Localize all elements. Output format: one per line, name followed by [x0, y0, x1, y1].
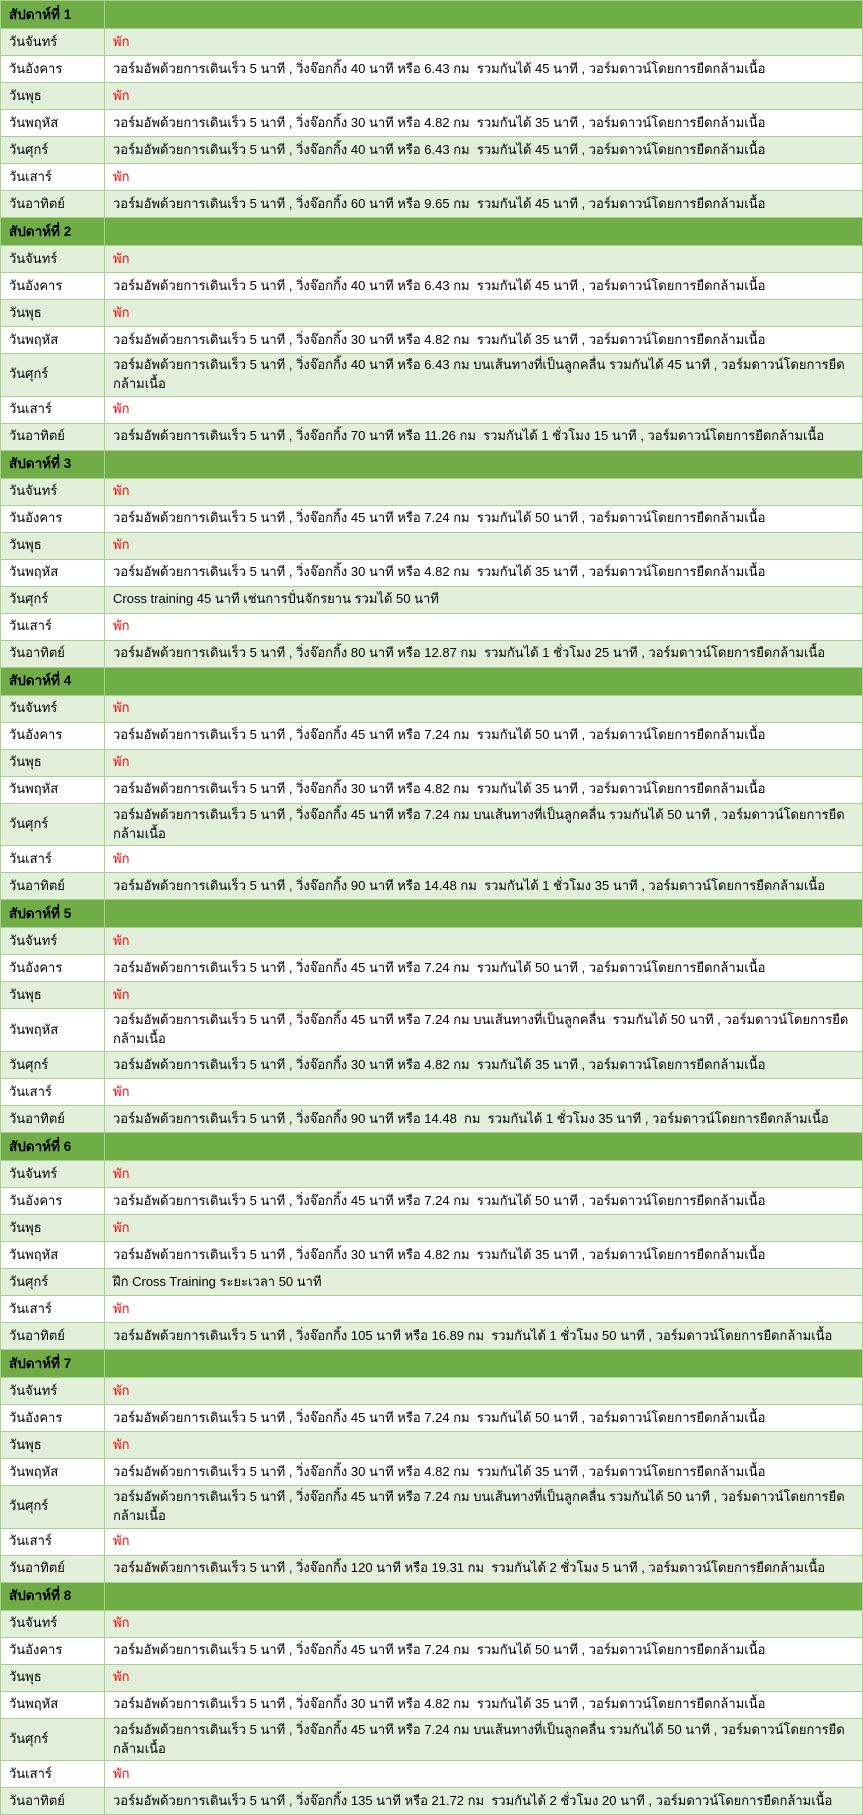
rest-label: พัก: [105, 1610, 863, 1637]
day-row: [1, 928, 863, 955]
week-title: สัปดาห์ที่ 5: [1, 900, 105, 928]
day-row: [1, 246, 863, 273]
activity-text: วอร์มอัพด้วยการเดินเร็ว 5 นาที , วิ่งจ๊อกกิ้ง 120 นาที หรือ 19.31 กม รวมกันได้ 2 ชั่วโมง 5 นาที , วอร์มดาวน์โดยการยืดกล้ามเนื้อ: [105, 1555, 863, 1582]
activity-text: วอร์มอัพด้วยการเดินเร็ว 5 นาที , วิ่งจ๊อกกิ้ง 45 นาที หรือ 7.24 กม รวมกันได้ 50 นาที , วอร์มดาวน์โดยการยืดกล้ามเนื้อ: [105, 722, 863, 749]
day-row: [1, 873, 863, 900]
day-name: วันอาทิตย์: [1, 423, 105, 450]
rest-label: พัก: [105, 532, 863, 559]
rest-label: พัก: [105, 1761, 863, 1788]
day-name: วันอาทิตย์: [1, 1106, 105, 1133]
day-name: วันเสาร์: [1, 164, 105, 191]
day-row: [1, 1215, 863, 1242]
activity-text: วอร์มอัพด้วยการเดินเร็ว 5 นาที , วิ่งจ๊อกกิ้ง 135 นาที หรือ 21.72 กม รวมกันได้ 2 ชั่วโมง 20 นาที , วอร์มดาวน์โดยการยืดกล้ามเนื้อ: [105, 1788, 863, 1815]
activity-text: วอร์มอัพด้วยการเดินเร็ว 5 นาที , วิ่งจ๊อกกิ้ง 30 นาที หรือ 4.82 กม รวมกันได้ 35 นาที , วอร์มดาวน์โดยการยืดกล้ามเนื้อ: [105, 1691, 863, 1718]
rest-label: พัก: [105, 300, 863, 327]
week-header-spacer: [105, 667, 863, 695]
day-name: วันเสาร์: [1, 613, 105, 640]
day-row: [1, 164, 863, 191]
day-row: [1, 137, 863, 164]
week-header-row: [1, 900, 863, 928]
activity-text: วอร์มอัพด้วยการเดินเร็ว 5 นาที , วิ่งจ๊อกกิ้ง 40 นาที หรือ 6.43 กม บนเส้นทางที่เป็นลูกคลื่น รวมกันได้ 45 นาที , วอร์มดาวน์โดยการยืดกล้ามเนื้อ: [105, 354, 863, 397]
day-name: วันพฤหัส: [1, 559, 105, 586]
activity-text: วอร์มอัพด้วยการเดินเร็ว 5 นาที , วิ่งจ๊อกกิ้ง 80 นาที หรือ 12.87 กม รวมกันได้ 1 ชั่วโมง 25 นาที , วอร์มดาวน์โดยการยืดกล้ามเนื้อ: [105, 640, 863, 667]
day-row: [1, 1528, 863, 1555]
day-row: [1, 1718, 863, 1761]
day-row: [1, 1378, 863, 1405]
day-name: วันพฤหัส: [1, 776, 105, 803]
day-name: วันพุธ: [1, 1432, 105, 1459]
day-name: วันพุธ: [1, 982, 105, 1009]
day-row: [1, 776, 863, 803]
day-name: วันศุกร์: [1, 354, 105, 397]
activity-text: วอร์มอัพด้วยการเดินเร็ว 5 นาที , วิ่งจ๊อกกิ้ง 45 นาที หรือ 7.24 กม รวมกันได้ 50 นาที , วอร์มดาวน์โดยการยืดกล้ามเนื้อ: [105, 505, 863, 532]
day-row: [1, 1432, 863, 1459]
day-row: [1, 1296, 863, 1323]
rest-label: พัก: [105, 695, 863, 722]
day-name: วันจันทร์: [1, 29, 105, 56]
week-header-spacer: [105, 1582, 863, 1610]
week-header-row: [1, 667, 863, 695]
day-row: [1, 1637, 863, 1664]
day-name: วันศุกร์: [1, 803, 105, 846]
rest-label: พัก: [105, 29, 863, 56]
day-name: วันเสาร์: [1, 1761, 105, 1788]
day-row: [1, 1009, 863, 1052]
activity-text: วอร์มอัพด้วยการเดินเร็ว 5 นาที , วิ่งจ๊อกกิ้ง 45 นาที หรือ 7.24 กม บนเส้นทางที่เป็นลูกคลื่น รวมกันได้ 50 นาที , วอร์มดาวน์โดยการยืดกล้ามเนื้อ: [105, 803, 863, 846]
rest-label: พัก: [105, 1432, 863, 1459]
day-name: วันอาทิตย์: [1, 873, 105, 900]
day-name: วันอังคาร: [1, 1637, 105, 1664]
week-header-row: [1, 1, 863, 29]
rest-label: พัก: [105, 164, 863, 191]
day-name: วันพุธ: [1, 1664, 105, 1691]
day-row: [1, 29, 863, 56]
activity-text: วอร์มอัพด้วยการเดินเร็ว 5 นาที , วิ่งจ๊อกกิ้ง 60 นาที หรือ 9.65 กม รวมกันได้ 45 นาที , วอร์มดาวน์โดยการยืดกล้ามเนื้อ: [105, 191, 863, 218]
day-row: [1, 273, 863, 300]
day-name: วันอาทิตย์: [1, 1788, 105, 1815]
day-row: [1, 803, 863, 846]
day-row: [1, 586, 863, 613]
day-name: วันพฤหัส: [1, 327, 105, 354]
activity-text: วอร์มอัพด้วยการเดินเร็ว 5 นาที , วิ่งจ๊อกกิ้ง 45 นาที หรือ 7.24 กม บนเส้นทางที่เป็นลูกคลื่น รวมกันได้ 50 นาที , วอร์มดาวน์โดยการยืดกล้ามเนื้อ: [105, 1009, 863, 1052]
week-title: สัปดาห์ที่ 3: [1, 450, 105, 478]
activity-text: วอร์มอัพด้วยการเดินเร็ว 5 นาที , วิ่งจ๊อกกิ้ง 30 นาที หรือ 4.82 กม รวมกันได้ 35 นาที , วอร์มดาวน์โดยการยืดกล้ามเนื้อ: [105, 110, 863, 137]
week-header-spacer: [105, 1350, 863, 1378]
day-row: [1, 354, 863, 397]
day-row: [1, 532, 863, 559]
rest-label: พัก: [105, 396, 863, 423]
day-row: [1, 1664, 863, 1691]
day-name: วันจันทร์: [1, 928, 105, 955]
day-row: [1, 559, 863, 586]
rest-label: พัก: [105, 1161, 863, 1188]
day-name: วันจันทร์: [1, 1161, 105, 1188]
day-row: [1, 1079, 863, 1106]
day-name: วันเสาร์: [1, 1079, 105, 1106]
day-name: วันศุกร์: [1, 1486, 105, 1529]
day-name: วันอังคาร: [1, 1188, 105, 1215]
rest-label: พัก: [105, 1664, 863, 1691]
day-row: [1, 1459, 863, 1486]
day-name: วันอาทิตย์: [1, 1555, 105, 1582]
day-row: [1, 1161, 863, 1188]
day-name: วันเสาร์: [1, 1528, 105, 1555]
day-row: [1, 1188, 863, 1215]
day-name: วันจันทร์: [1, 1378, 105, 1405]
day-name: วันจันทร์: [1, 1610, 105, 1637]
day-name: วันอาทิตย์: [1, 1323, 105, 1350]
week-header-row: [1, 218, 863, 246]
day-row: [1, 1106, 863, 1133]
day-row: [1, 56, 863, 83]
activity-text: วอร์มอัพด้วยการเดินเร็ว 5 นาที , วิ่งจ๊อกกิ้ง 30 นาที หรือ 4.82 กม รวมกันได้ 35 นาที , วอร์มดาวน์โดยการยืดกล้ามเนื้อ: [105, 327, 863, 354]
day-name: วันเสาร์: [1, 1296, 105, 1323]
rest-label: พัก: [105, 613, 863, 640]
week-header-spacer: [105, 218, 863, 246]
week-title: สัปดาห์ที่ 7: [1, 1350, 105, 1378]
rest-label: พัก: [105, 1296, 863, 1323]
day-name: วันพุธ: [1, 532, 105, 559]
activity-text: วอร์มอัพด้วยการเดินเร็ว 5 นาที , วิ่งจ๊อกกิ้ง 90 นาที หรือ 14.48 กม รวมกันได้ 1 ชั่วโมง 35 นาที , วอร์มดาวน์โดยการยืดกล้ามเนื้อ: [105, 1106, 863, 1133]
day-name: วันอังคาร: [1, 955, 105, 982]
week-title: สัปดาห์ที่ 4: [1, 667, 105, 695]
day-row: [1, 1555, 863, 1582]
rest-label: พัก: [105, 1528, 863, 1555]
week-title: สัปดาห์ที่ 2: [1, 218, 105, 246]
week-header-row: [1, 450, 863, 478]
day-row: [1, 83, 863, 110]
rest-label: พัก: [105, 478, 863, 505]
day-row: [1, 846, 863, 873]
day-name: วันอังคาร: [1, 1405, 105, 1432]
rest-label: พัก: [105, 1378, 863, 1405]
activity-text: วอร์มอัพด้วยการเดินเร็ว 5 นาที , วิ่งจ๊อกกิ้ง 70 นาที หรือ 11.26 กม รวมกันได้ 1 ชั่วโมง 15 นาที , วอร์มดาวน์โดยการยืดกล้ามเนื้อ: [105, 423, 863, 450]
day-name: วันจันทร์: [1, 478, 105, 505]
day-name: วันอังคาร: [1, 722, 105, 749]
day-name: วันพุธ: [1, 749, 105, 776]
day-name: วันพฤหัส: [1, 110, 105, 137]
activity-text: วอร์มอัพด้วยการเดินเร็ว 5 นาที , วิ่งจ๊อกกิ้ง 45 นาที หรือ 7.24 กม บนเส้นทางที่เป็นลูกคลื่น รวมกันได้ 50 นาที , วอร์มดาวน์โดยการยืดกล้ามเนื้อ: [105, 1718, 863, 1761]
day-row: [1, 695, 863, 722]
week-title: สัปดาห์ที่ 1: [1, 1, 105, 29]
day-name: วันพฤหัส: [1, 1691, 105, 1718]
rest-label: พัก: [105, 846, 863, 873]
day-name: วันอังคาร: [1, 273, 105, 300]
day-name: วันศุกร์: [1, 1718, 105, 1761]
activity-text: วอร์มอัพด้วยการเดินเร็ว 5 นาที , วิ่งจ๊อกกิ้ง 40 นาที หรือ 6.43 กม รวมกันได้ 45 นาที , วอร์มดาวน์โดยการยืดกล้ามเนื้อ: [105, 137, 863, 164]
activity-text: วอร์มอัพด้วยการเดินเร็ว 5 นาที , วิ่งจ๊อกกิ้ง 45 นาที หรือ 7.24 กม รวมกันได้ 50 นาที , วอร์มดาวน์โดยการยืดกล้ามเนื้อ: [105, 1637, 863, 1664]
day-name: วันพุธ: [1, 300, 105, 327]
activity-text: วอร์มอัพด้วยการเดินเร็ว 5 นาที , วิ่งจ๊อกกิ้ง 90 นาที หรือ 14.48 กม รวมกันได้ 1 ชั่วโมง 35 นาที , วอร์มดาวน์โดยการยืดกล้ามเนื้อ: [105, 873, 863, 900]
week-title: สัปดาห์ที่ 6: [1, 1133, 105, 1161]
activity-text: วอร์มอัพด้วยการเดินเร็ว 5 นาที , วิ่งจ๊อกกิ้ง 30 นาที หรือ 4.82 กม รวมกันได้ 35 นาที , วอร์มดาวน์โดยการยืดกล้ามเนื้อ: [105, 1052, 863, 1079]
activity-text: วอร์มอัพด้วยการเดินเร็ว 5 นาที , วิ่งจ๊อกกิ้ง 40 นาที หรือ 6.43 กม รวมกันได้ 45 นาที , วอร์มดาวน์โดยการยืดกล้ามเนื้อ: [105, 56, 863, 83]
week-header-spacer: [105, 1133, 863, 1161]
day-row: [1, 1405, 863, 1432]
day-name: วันจันทร์: [1, 695, 105, 722]
day-row: [1, 1052, 863, 1079]
week-title: สัปดาห์ที่ 8: [1, 1582, 105, 1610]
day-name: วันพุธ: [1, 1215, 105, 1242]
activity-text: วอร์มอัพด้วยการเดินเร็ว 5 นาที , วิ่งจ๊อกกิ้ง 45 นาที หรือ 7.24 กม รวมกันได้ 50 นาที , วอร์มดาวน์โดยการยืดกล้ามเนื้อ: [105, 1188, 863, 1215]
day-row: [1, 505, 863, 532]
activity-text: วอร์มอัพด้วยการเดินเร็ว 5 นาที , วิ่งจ๊อกกิ้ง 30 นาที หรือ 4.82 กม รวมกันได้ 35 นาที , วอร์มดาวน์โดยการยืดกล้ามเนื้อ: [105, 776, 863, 803]
week-header-row: [1, 1133, 863, 1161]
day-row: [1, 191, 863, 218]
day-row: [1, 613, 863, 640]
activity-text: วอร์มอัพด้วยการเดินเร็ว 5 นาที , วิ่งจ๊อกกิ้ง 105 นาที หรือ 16.89 กม รวมกันได้ 1 ชั่วโมง 50 นาที , วอร์มดาวน์โดยการยืดกล้ามเนื้อ: [105, 1323, 863, 1350]
day-row: [1, 982, 863, 1009]
day-name: วันเสาร์: [1, 846, 105, 873]
rest-label: พัก: [105, 1215, 863, 1242]
day-row: [1, 955, 863, 982]
day-row: [1, 1323, 863, 1350]
day-row: [1, 396, 863, 423]
day-name: วันพฤหัส: [1, 1459, 105, 1486]
day-row: [1, 327, 863, 354]
rest-label: พัก: [105, 749, 863, 776]
day-row: [1, 478, 863, 505]
day-row: [1, 1691, 863, 1718]
rest-label: พัก: [105, 982, 863, 1009]
activity-text: วอร์มอัพด้วยการเดินเร็ว 5 นาที , วิ่งจ๊อกกิ้ง 45 นาที หรือ 7.24 กม บนเส้นทางที่เป็นลูกคลื่น รวมกันได้ 50 นาที , วอร์มดาวน์โดยการยืดกล้ามเนื้อ: [105, 1486, 863, 1529]
day-name: วันอาทิตย์: [1, 640, 105, 667]
day-row: [1, 110, 863, 137]
day-name: วันเสาร์: [1, 396, 105, 423]
day-row: [1, 1486, 863, 1529]
activity-text: วอร์มอัพด้วยการเดินเร็ว 5 นาที , วิ่งจ๊อกกิ้ง 30 นาที หรือ 4.82 กม รวมกันได้ 35 นาที , วอร์มดาวน์โดยการยืดกล้ามเนื้อ: [105, 1242, 863, 1269]
day-row: [1, 1788, 863, 1815]
day-row: [1, 423, 863, 450]
schedule-body: [1, 1, 863, 1815]
rest-label: พัก: [105, 246, 863, 273]
activity-text: ฝึก Cross Training ระยะเวลา 50 นาที: [105, 1269, 863, 1296]
day-name: วันศุกร์: [1, 1052, 105, 1079]
day-name: วันอาทิตย์: [1, 191, 105, 218]
activity-text: วอร์มอัพด้วยการเดินเร็ว 5 นาที , วิ่งจ๊อกกิ้ง 45 นาที หรือ 7.24 กม รวมกันได้ 50 นาที , วอร์มดาวน์โดยการยืดกล้ามเนื้อ: [105, 955, 863, 982]
activity-text: Cross training 45 นาที เช่นการปั่นจักรยาน รวมได้ 50 นาที: [105, 586, 863, 613]
activity-text: วอร์มอัพด้วยการเดินเร็ว 5 นาที , วิ่งจ๊อกกิ้ง 30 นาที หรือ 4.82 กม รวมกันได้ 35 นาที , วอร์มดาวน์โดยการยืดกล้ามเนื้อ: [105, 1459, 863, 1486]
day-row: [1, 300, 863, 327]
day-name: วันศุกร์: [1, 137, 105, 164]
week-header-spacer: [105, 900, 863, 928]
day-name: วันศุกร์: [1, 1269, 105, 1296]
day-name: วันศุกร์: [1, 586, 105, 613]
day-row: [1, 1242, 863, 1269]
day-row: [1, 749, 863, 776]
day-name: วันพฤหัส: [1, 1009, 105, 1052]
day-row: [1, 1610, 863, 1637]
day-row: [1, 1269, 863, 1296]
rest-label: พัก: [105, 83, 863, 110]
day-row: [1, 1761, 863, 1788]
day-name: วันจันทร์: [1, 246, 105, 273]
day-name: วันอังคาร: [1, 505, 105, 532]
day-row: [1, 722, 863, 749]
activity-text: วอร์มอัพด้วยการเดินเร็ว 5 นาที , วิ่งจ๊อกกิ้ง 40 นาที หรือ 6.43 กม รวมกันได้ 45 นาที , วอร์มดาวน์โดยการยืดกล้ามเนื้อ: [105, 273, 863, 300]
rest-label: พัก: [105, 928, 863, 955]
day-name: วันพุธ: [1, 83, 105, 110]
week-header-row: [1, 1350, 863, 1378]
day-name: วันพฤหัส: [1, 1242, 105, 1269]
activity-text: วอร์มอัพด้วยการเดินเร็ว 5 นาที , วิ่งจ๊อกกิ้ง 30 นาที หรือ 4.82 กม รวมกันได้ 35 นาที , วอร์มดาวน์โดยการยืดกล้ามเนื้อ: [105, 559, 863, 586]
rest-label: พัก: [105, 1079, 863, 1106]
week-header-spacer: [105, 450, 863, 478]
activity-text: วอร์มอัพด้วยการเดินเร็ว 5 นาที , วิ่งจ๊อกกิ้ง 45 นาที หรือ 7.24 กม รวมกันได้ 50 นาที , วอร์มดาวน์โดยการยืดกล้ามเนื้อ: [105, 1405, 863, 1432]
week-header-spacer: [105, 1, 863, 29]
day-row: [1, 640, 863, 667]
week-header-row: [1, 1582, 863, 1610]
day-name: วันอังคาร: [1, 56, 105, 83]
